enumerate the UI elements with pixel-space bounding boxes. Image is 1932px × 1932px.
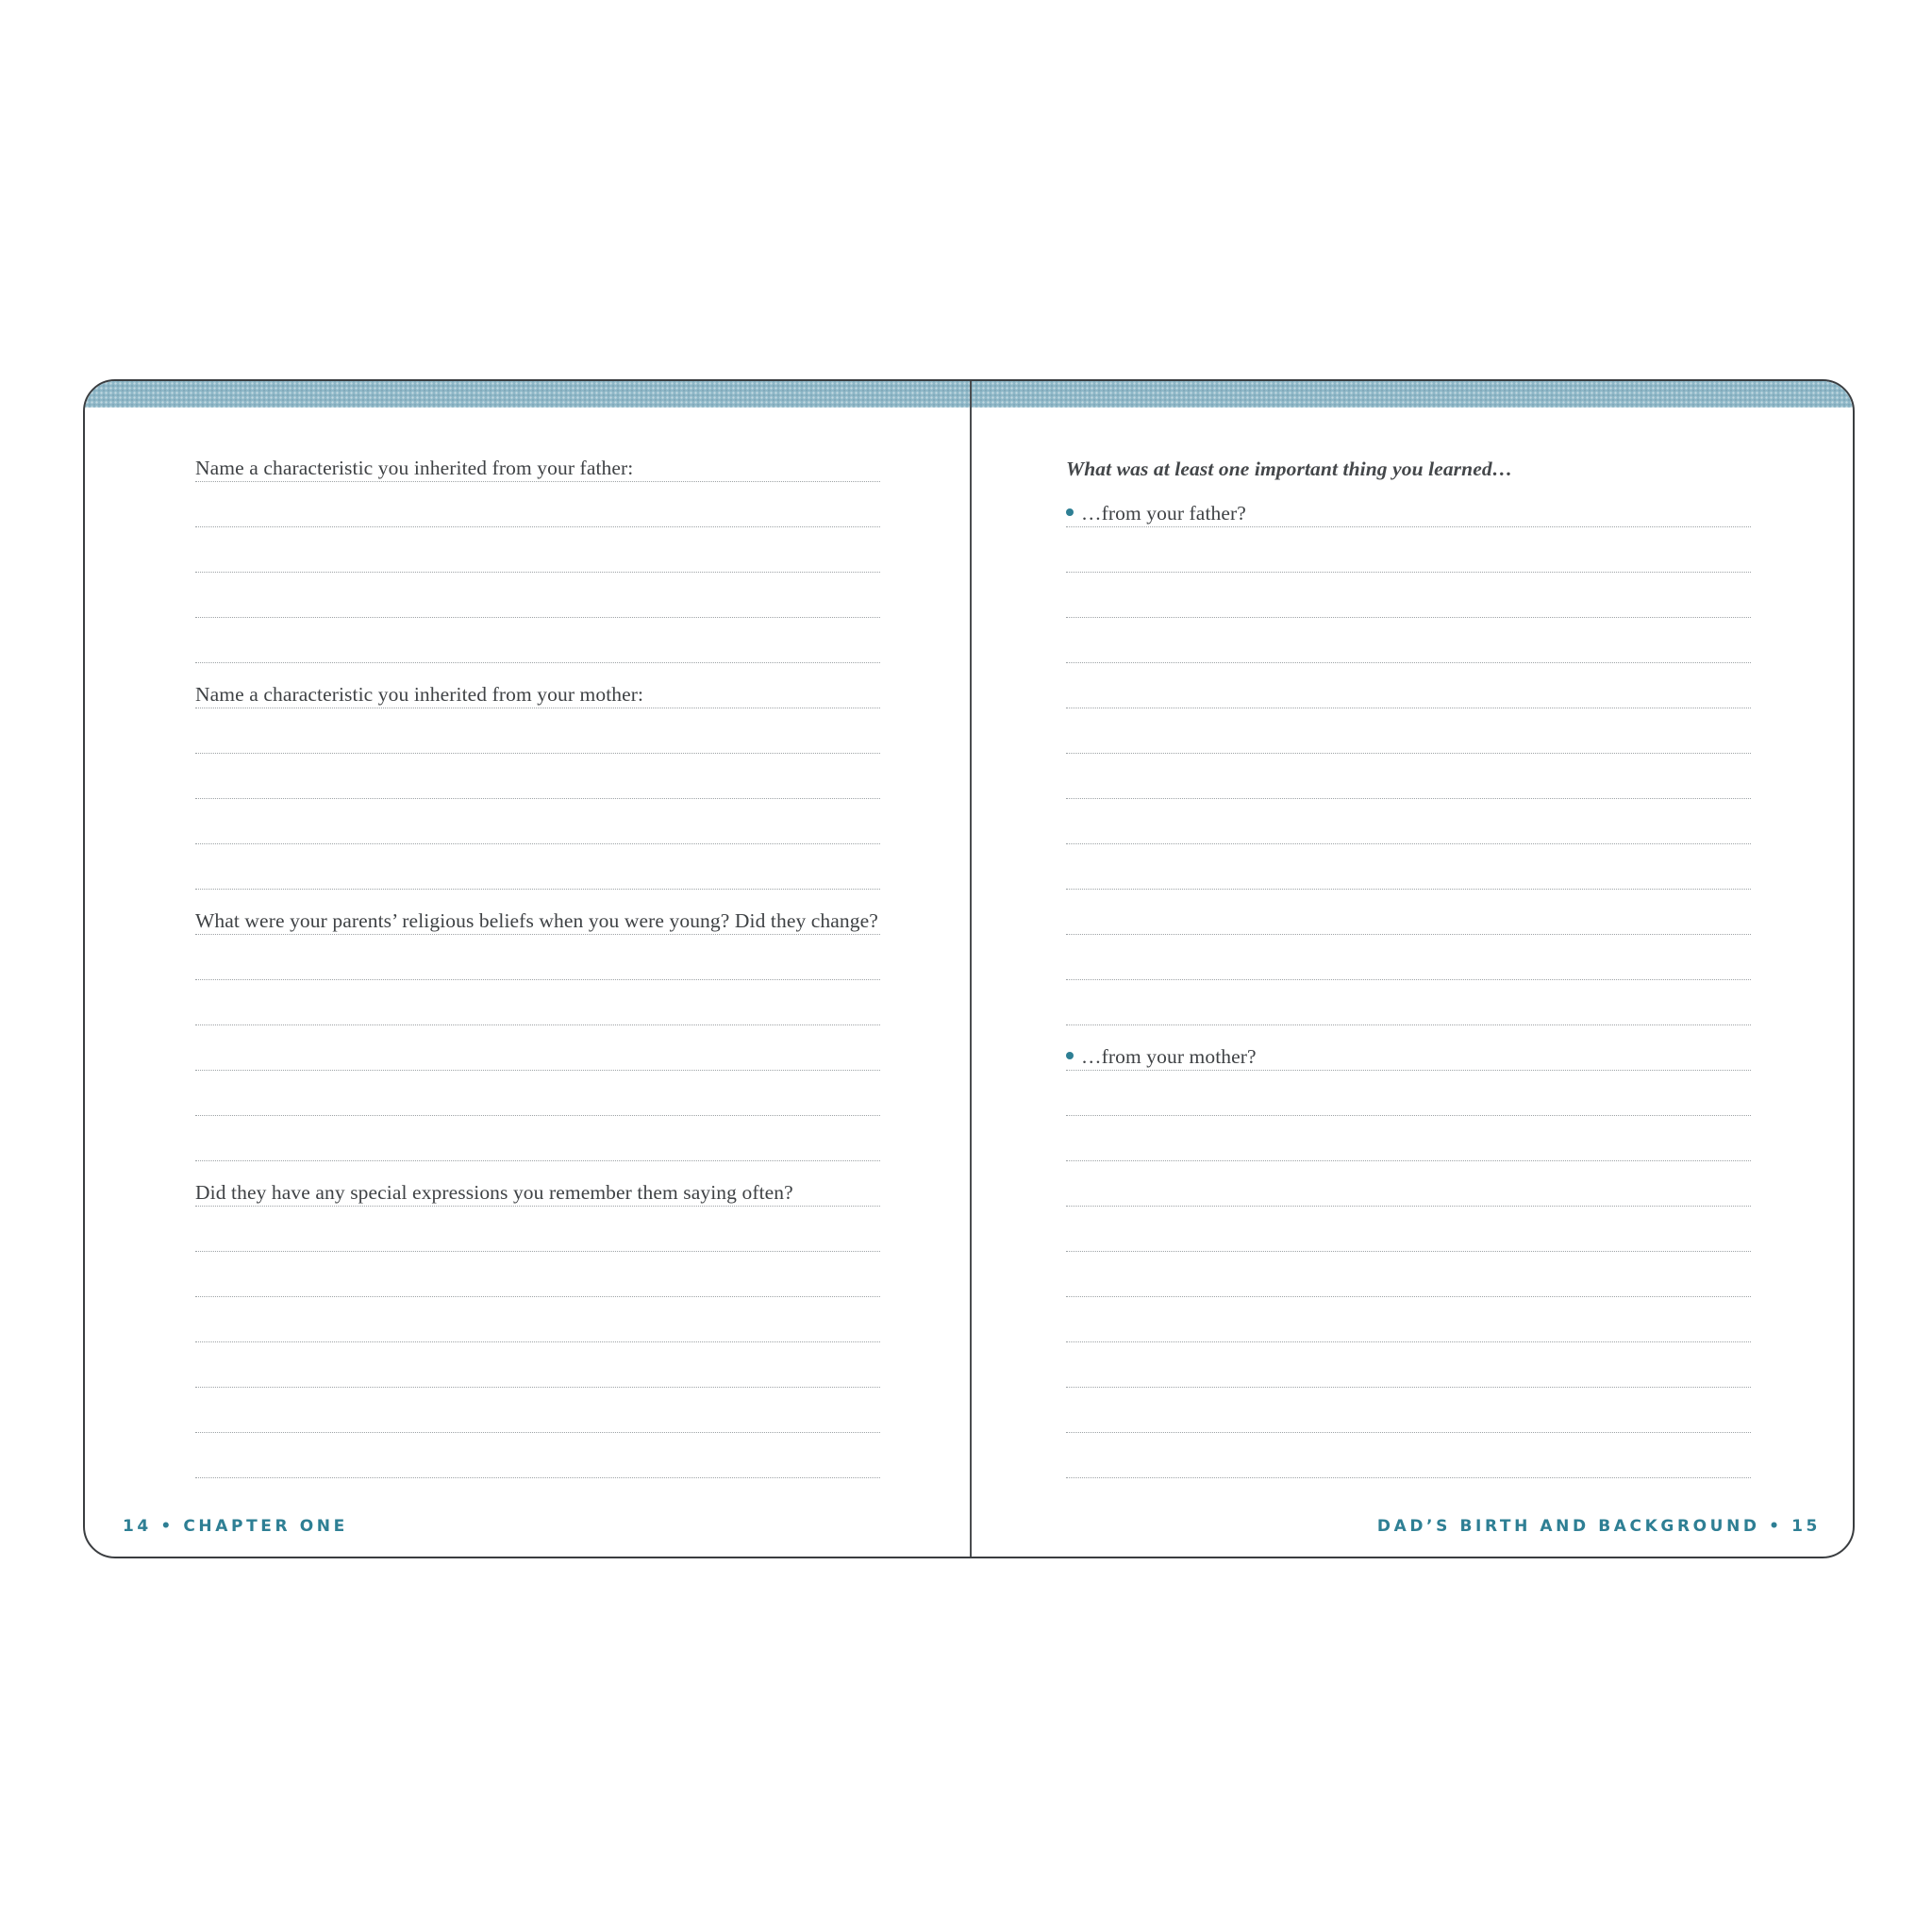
book-spread	[83, 379, 1855, 1558]
prompt-question: Did they have any special expressions you remember them saying often?	[195, 1181, 793, 1204]
answer-line[interactable]	[1066, 708, 1751, 754]
prompt-question	[1066, 502, 1246, 525]
prompt-question-text: …from your father?	[1081, 502, 1246, 525]
answer-line[interactable]	[1066, 890, 1751, 935]
answer-line[interactable]	[1066, 1433, 1751, 1478]
answer-line[interactable]	[195, 482, 880, 527]
intro-line	[1066, 437, 1751, 482]
answer-line[interactable]	[195, 618, 880, 663]
prompt-question: Name a characteristic you inherited from your mother:	[195, 683, 644, 706]
left-page-footer: 14 • CHAPTER ONE	[123, 1517, 348, 1536]
answer-line[interactable]	[195, 1388, 880, 1433]
answer-line[interactable]	[1066, 1252, 1751, 1297]
answer-line[interactable]	[195, 708, 880, 754]
answer-line[interactable]	[1066, 1388, 1751, 1433]
right-page	[972, 381, 1855, 1557]
answer-line[interactable]	[195, 844, 880, 890]
answer-line[interactable]	[195, 527, 880, 573]
prompt-line	[195, 663, 880, 708]
answer-line[interactable]	[1066, 1161, 1751, 1207]
answer-line[interactable]	[1066, 799, 1751, 844]
answer-line[interactable]	[195, 1116, 880, 1161]
answer-line[interactable]	[1066, 1342, 1751, 1388]
answer-line[interactable]	[1066, 1071, 1751, 1116]
left-page	[85, 381, 970, 1557]
prompt-question	[1066, 1045, 1257, 1069]
answer-line[interactable]	[1066, 1116, 1751, 1161]
answer-line[interactable]	[195, 799, 880, 844]
answer-line[interactable]	[1066, 663, 1751, 708]
answer-line[interactable]	[1066, 844, 1751, 890]
answer-line[interactable]	[195, 980, 880, 1025]
answer-line[interactable]	[195, 1207, 880, 1252]
right-page-footer: DAD’S BIRTH AND BACKGROUND • 15	[1376, 1517, 1821, 1536]
answer-line[interactable]	[195, 573, 880, 618]
answer-line[interactable]	[1066, 1207, 1751, 1252]
prompt-line	[1066, 1025, 1751, 1071]
answer-line[interactable]	[195, 754, 880, 799]
prompt-question: What were your parents’ religious beliefs when you were young? Did they change?	[195, 909, 878, 932]
prompt-question: Name a characteristic you inherited from your father:	[195, 457, 634, 479]
answer-line[interactable]	[195, 1252, 880, 1297]
answer-line[interactable]	[1066, 935, 1751, 980]
prompt-line	[195, 890, 880, 935]
answer-line[interactable]	[1066, 754, 1751, 799]
answer-line[interactable]	[1066, 980, 1751, 1025]
answer-line[interactable]	[195, 1433, 880, 1478]
left-writing-area	[195, 437, 880, 1478]
answer-line[interactable]	[195, 1342, 880, 1388]
answer-line[interactable]	[1066, 618, 1751, 663]
answer-line[interactable]	[1066, 573, 1751, 618]
answer-line[interactable]	[195, 1025, 880, 1071]
bullet-icon	[1066, 508, 1074, 516]
answer-line[interactable]	[195, 1297, 880, 1342]
prompt-line	[195, 437, 880, 482]
bullet-icon	[1066, 1052, 1074, 1059]
intro-question: What was at least one important thing you learned…	[1066, 458, 1513, 480]
right-writing-area	[1066, 437, 1751, 1478]
prompt-line	[195, 1161, 880, 1207]
answer-line[interactable]	[195, 935, 880, 980]
prompt-line	[1066, 482, 1751, 527]
answer-line[interactable]	[195, 1071, 880, 1116]
answer-line[interactable]	[1066, 527, 1751, 573]
answer-line[interactable]	[1066, 1297, 1751, 1342]
prompt-question-text: …from your mother?	[1081, 1045, 1257, 1068]
